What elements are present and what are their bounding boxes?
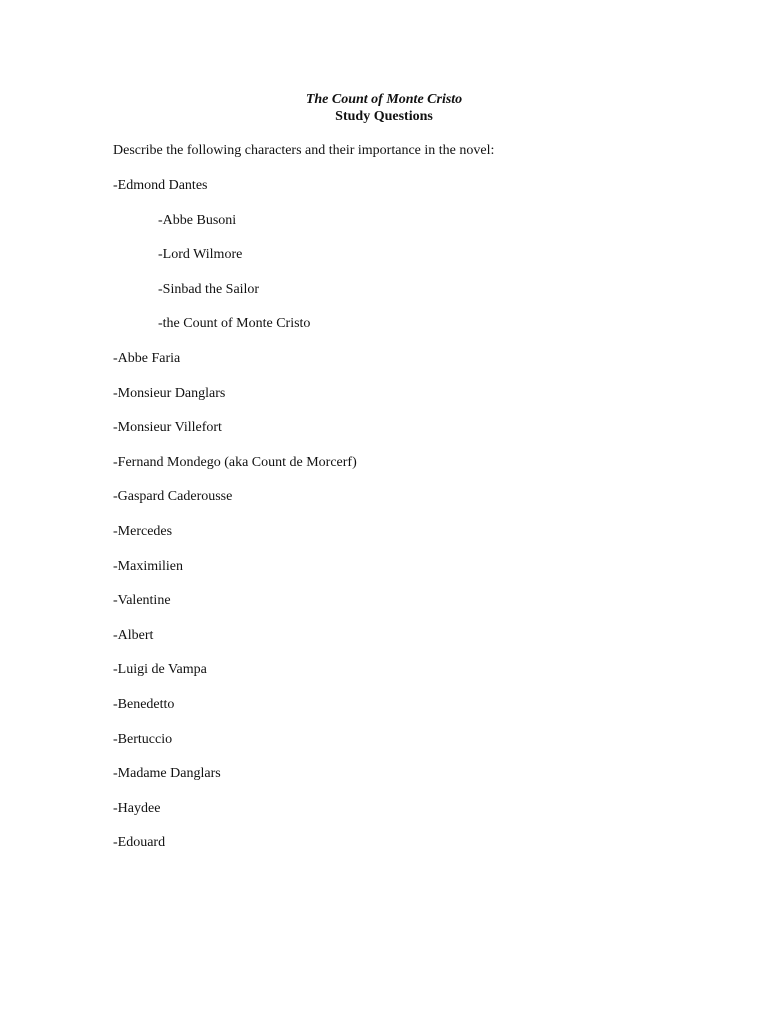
character-item: -Mercedes (113, 523, 173, 539)
character-item: -Maximilien (113, 558, 183, 574)
document-subtitle: Study Questions (335, 109, 433, 124)
character-alias-item: -Lord Wilmore (158, 247, 243, 263)
document-title: The Count of Monte Cristo (305, 92, 463, 107)
character-item: -Luigi de Vampa (113, 662, 207, 678)
character-item: -Edouard (113, 835, 166, 851)
character-item: -Edmond Dantes (113, 178, 208, 193)
character-item: -Gaspard Caderousse (113, 489, 233, 505)
character-item: -Monsieur Danglars (113, 385, 226, 401)
character-item: -Monsieur Villefort (113, 420, 222, 436)
character-item: -Bertuccio (113, 731, 173, 747)
character-item: -Haydee (113, 800, 161, 816)
character-alias-item: -the Count of Monte Cristo (158, 316, 311, 332)
character-item: -Albert (113, 627, 154, 643)
character-item: -Abbe Faria (113, 350, 181, 366)
instructions-text: Describe the following characters and their importance in the novel: (113, 143, 495, 158)
character-item: -Valentine (113, 593, 171, 609)
character-item: -Fernand Mondego (aka Count de Morcerf) (113, 454, 357, 470)
character-item: -Madame Danglars (113, 766, 221, 782)
character-alias-item: -Sinbad the Sailor (158, 281, 260, 297)
character-alias-item: -Abbe Busoni (158, 212, 237, 228)
character-item: -Benedetto (113, 696, 175, 712)
character-list (0, 177, 768, 869)
